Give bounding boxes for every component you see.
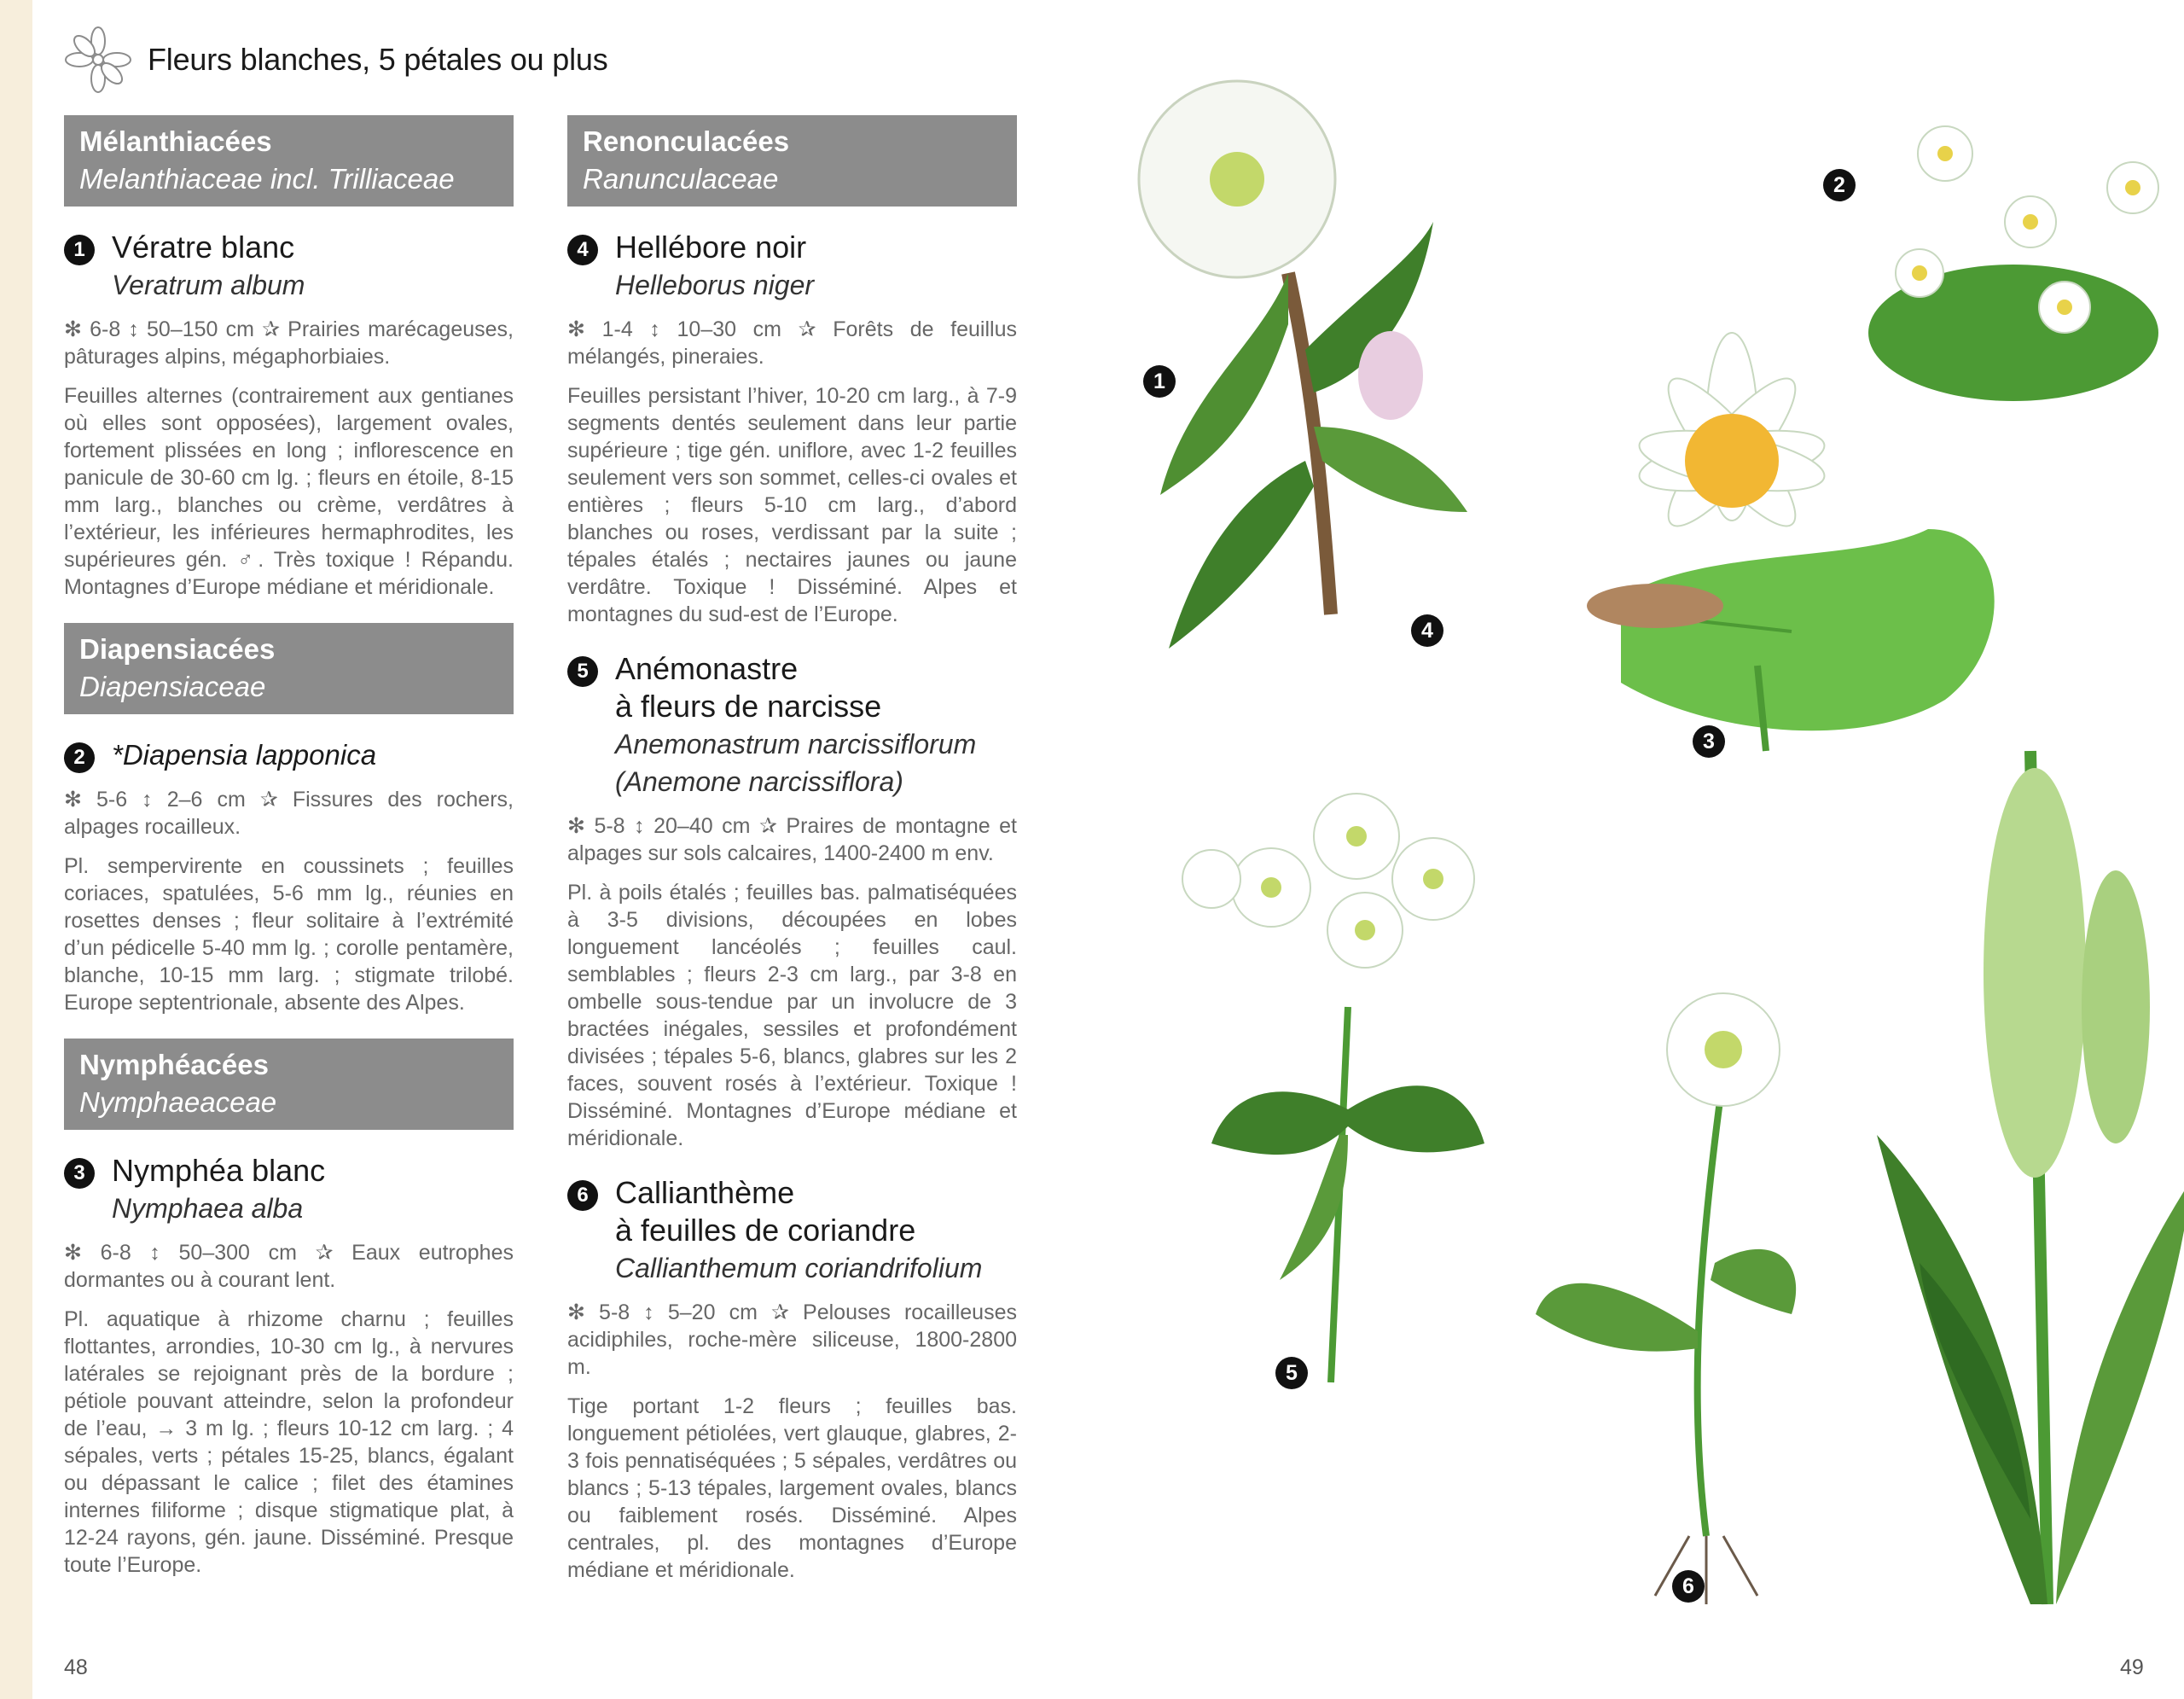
plates-illustration [1109, 68, 2184, 1647]
family-name-fr: Mélanthiacées [79, 125, 272, 157]
family-name-la: Nymphaeaceae [79, 1086, 277, 1118]
veratrum-illustration [1877, 751, 2184, 1604]
left-column [64, 115, 514, 1601]
species-name-fr: Anémonastre [615, 651, 799, 686]
plate-label-1: 1 [1143, 365, 1176, 398]
callianthemum-illustration [1536, 993, 1796, 1604]
species-name-fr: Vératre blanc [112, 230, 295, 265]
species-meta: ✻ 6-8 ↕ 50–300 cm ✰ Eaux eutrophes dormantes ou à courant lent. [64, 1241, 514, 1292]
species-entry-5 [567, 650, 1017, 1152]
species-meta: ✻ 5-8 ↕ 5–20 cm ✰ Pelouses rocailleuses acidiphiles, roche-mère siliceuse, 1800-2800 m. [567, 1300, 1017, 1379]
species-name-fr: Hellébore noir [615, 230, 807, 265]
botanical-plates [1109, 68, 2184, 1647]
species-number-badge: 1 [64, 235, 95, 265]
hellebore-illustration [1139, 81, 1467, 649]
page-header [64, 26, 608, 94]
species-meta: ✻ 6-8 ↕ 50–150 cm ✰ Prairies marécageuses, pâturages alpins, mégaphorbiaies. [64, 317, 514, 369]
book-spine [0, 0, 32, 1699]
species-description: Pl. aquatique à rhizome charnu ; feuilles flottantes, arrondies, 10-30 cm lg., à nervures latérales se rejoignant près de la bordure ; pétiole pouvant atteindre, selon la profondeur de l’eau, → 3 m lg. ; fleurs 10-12 cm larg. ; 4 sépales, verts ; pétales 15-25, blancs, égalant ou dépassant le calice ; filet des étamines internes filiforme ; disque stigmatique plat, à 12-24 rayons, gén. jaune. Disséminé. Presque toute l’Europe. [64, 1307, 514, 1577]
species-meta: ✻ 5-8 ↕ 20–40 cm ✰ Praires de montagne et alpages sur sols calcaires, 1400-2400 m env. [567, 814, 1017, 865]
page-number-right: 49 [2120, 1655, 2144, 1679]
middle-column [567, 115, 1017, 1606]
species-entry-2 [64, 736, 514, 1016]
species-entry-3 [64, 1152, 514, 1579]
diapensia-illustration [1868, 126, 2158, 401]
species-name-fr: Nymphéa blanc [112, 1153, 326, 1188]
plate-label-6: 6 [1672, 1570, 1705, 1603]
species-description: Feuilles persistant l’hiver, 10-20 cm larg., à 7-9 segments dentés seulement dans leur partie supérieure ; tige gén. uniflore, avec 1-2 feuilles seulement vers son sommet, celles-ci ovales et entières ; fleurs 5-10 cm larg., d’abord blanches ou roses, verdissant par la suite ; tépales étalés ; nectaires jaunes ou jaune verdâtre. Toxique ! Disséminé. Alpes et montagnes du sud-est de l’Europe. [567, 384, 1017, 626]
species-description: Pl. à poils étalés ; feuilles bas. palmatiséquées à 3-5 divisions, découpées en lobes longuement lancéolés ; feuilles caul. semblables ; fleurs 2-3 cm larg., par 3-8 en ombelle sous-tendue par un involucre de 3 bractées inégales, sessiles et profondément divisées ; tépales 5-6, blancs, glabres sur les 2 faces, souvent rosés à l’extérieur. Toxique ! Disséminé. Montagnes d’Europe médiane et méridionale. [567, 881, 1017, 1150]
species-name-la: Veratrum album [112, 270, 305, 300]
species-name-la: Nymphaea alba [112, 1193, 304, 1224]
species-number-badge: 2 [64, 742, 95, 773]
family-header-melanthiacees [64, 115, 514, 207]
species-name-fr-line2: à fleurs de narcisse [615, 689, 882, 724]
species-meta: ✻ 1-4 ↕ 10–30 cm ✰ Forêts de feuillus mélangés, pineraies. [567, 317, 1017, 369]
species-name-fr: *Diapensia lapponica [112, 739, 377, 771]
species-number-badge: 5 [567, 656, 598, 687]
species-number-badge: 6 [567, 1180, 598, 1211]
family-header-diapensiacees [64, 623, 514, 714]
family-name-fr: Diapensiacées [79, 633, 276, 665]
plate-label-3: 3 [1693, 725, 1725, 758]
family-name-la: Ranunculaceae [583, 163, 779, 195]
anemone-illustration [1182, 794, 1484, 1382]
species-meta: ✻ 5-6 ↕ 2–6 cm ✰ Fissures des rochers, alpages rocailleux. [64, 788, 514, 839]
family-name-la: Diapensiaceae [79, 671, 266, 702]
species-description: Pl. sempervirente en coussinets ; feuilles coriaces, spatulées, 5-6 mm lg., réunies en rosettes denses ; fleur solitaire à l’extrémité d’un pédicelle 5-40 mm lg. ; corolle pentamère, blanche, 10-15 mm larg. ; stigmate trilobé. Europe septentrionale, absente des Alpes. [64, 854, 514, 1015]
page-title: Fleurs blanches, 5 pétales ou plus [148, 42, 608, 77]
family-name-la: Melanthiaceae incl. Trilliaceae [79, 163, 455, 195]
white-flower-icon [64, 26, 132, 94]
species-name-fr: Callianthème [615, 1175, 795, 1210]
species-entry-1 [64, 229, 514, 601]
species-name-fr-line2: à feuilles de coriandre [615, 1213, 916, 1248]
species-number-badge: 3 [64, 1158, 95, 1189]
species-name-la-synonym: (Anemone narcissiflora) [615, 766, 903, 797]
family-header-renonculacees [567, 115, 1017, 207]
page-number-left: 48 [64, 1655, 88, 1679]
species-description: Tige portant 1-2 fleurs ; feuilles bas. longuement pétiolées, vert glauque, glabres, 2-3 fois pennatiséquées ; 5 sépales, verdâtres ou blancs ; 5-13 tépales, largement ovales, blancs ou faiblement rosés. Disséminé. Alpes centrales, pl. des montagnes d’Europe médiane et méridionale. [567, 1394, 1017, 1582]
plate-label-4: 4 [1411, 614, 1443, 647]
species-number-badge: 4 [567, 235, 598, 265]
species-entry-6 [567, 1174, 1017, 1584]
family-name-fr: Renonculacées [583, 125, 790, 157]
water-lily-illustration [1587, 333, 1995, 751]
plate-label-5: 5 [1275, 1357, 1308, 1389]
species-name-la: Anemonastrum narcissiflorum [615, 729, 977, 759]
species-entry-4 [567, 229, 1017, 628]
family-name-fr: Nymphéacées [79, 1049, 269, 1080]
species-description: Feuilles alternes (contrairement aux gentianes où elles sont opposées), largement ovales, fortement plissées en long ; inflorescence en panicule de 30-60 cm lg. ; fleurs en étoile, 8-15 mm larg., blanches ou crème, verdâtres à l’extérieur, les inférieures hermaphrodites, les supérieures gén. ♂. Très toxique ! Répandu. Montagnes d’Europe médiane et méridionale. [64, 384, 514, 599]
species-name-la: Helleborus niger [615, 270, 815, 300]
plate-label-2: 2 [1823, 169, 1856, 201]
species-name-la: Callianthemum coriandrifolium [615, 1253, 983, 1283]
family-header-nympheacees [64, 1039, 514, 1130]
